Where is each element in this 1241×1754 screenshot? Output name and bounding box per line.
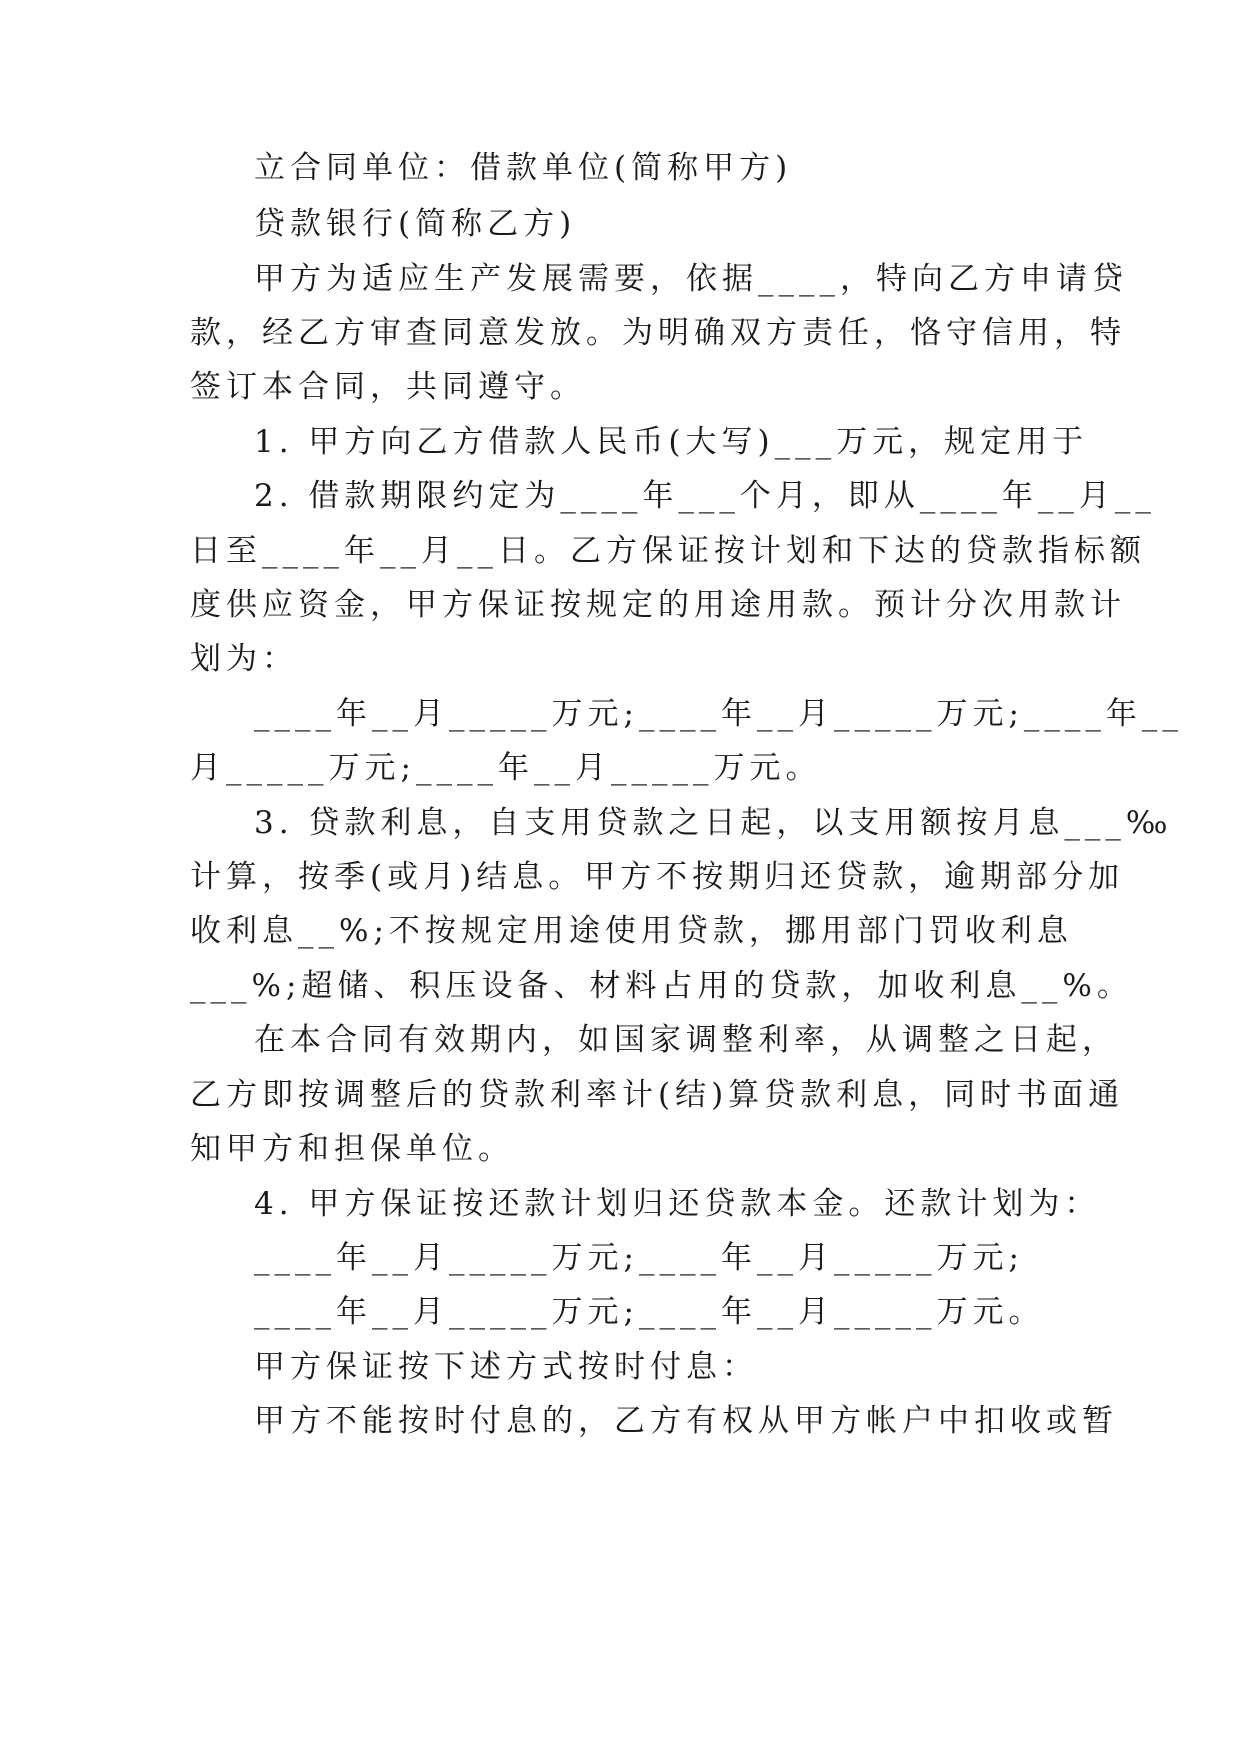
rate-adjustment-paragraph: 在本合同有效期内，如国家调整利率，从调整之日起， [254, 1022, 1118, 1058]
lender-line: 贷款银行(简称乙方) [254, 206, 577, 242]
clause-3: 3. 贷款利息，自支用贷款之日起，以支用额按月息___‰ [254, 805, 1173, 841]
repayment-schedule-line: ____年__月_____万元;____年__月_____万元; [254, 1240, 1024, 1276]
paragraph-line: 甲方不能按时付息的，乙方有权从甲方帐户中扣收或暂 [254, 1403, 1118, 1439]
paragraph-line: 计算，按季(或月)结息。甲方不按期归还贷款，逾期部分加 [190, 859, 1125, 895]
repayment-schedule-line: ____年__月_____万元;____年__月_____万元。 [254, 1294, 1045, 1330]
drawdown-schedule-line: 月_____万元;____年__月_____万元。 [190, 750, 822, 786]
paragraph-line: 甲方为适应生产发展需要，依据____，特向乙方申请贷 [254, 261, 1128, 297]
clause-4: 4. 甲方保证按还款计划归还贷款本金。还款计划为： [254, 1186, 1101, 1222]
paragraph-line: 款，经乙方审查同意发放。为明确双方责任，恪守信用，特 [190, 315, 1126, 351]
paragraph-line: 签订本合同，共同遵守。 [190, 369, 586, 405]
paragraph-line: 划为： [190, 641, 298, 677]
drawdown-schedule-line: ____年__月_____万元;____年__月_____万元;____年__ [254, 696, 1183, 732]
paragraph-line: 日至____年__月__日。乙方保证按计划和下达的贷款指标额 [190, 533, 1146, 569]
paragraph-line: 度供应资金，甲方保证按规定的用途用款。预计分次用款计 [190, 587, 1126, 623]
paragraph-line: 乙方即按调整后的贷款利率计(结)算贷款利息，同时书面通 [190, 1077, 1125, 1113]
interest-payment-line: 甲方保证按下述方式按时付息： [254, 1349, 758, 1385]
paragraph-line: 知甲方和担保单位。 [190, 1131, 514, 1167]
contract-parties-line: 立合同单位：借款单位(简称甲方) [254, 150, 793, 186]
clause-2: 2. 借款期限约定为____年___个月，即从____年__月__ [254, 478, 1156, 514]
clause-1: 1. 甲方向乙方借款人民币(大写)___万元，规定用于 [254, 424, 1089, 460]
paragraph-line: 收利息__%;不按规定用途使用贷款，挪用部门罚收利息 [190, 913, 1073, 949]
paragraph-line: ___%;超储、积压设备、材料占用的贷款，加收利息__%。 [190, 968, 1133, 1004]
